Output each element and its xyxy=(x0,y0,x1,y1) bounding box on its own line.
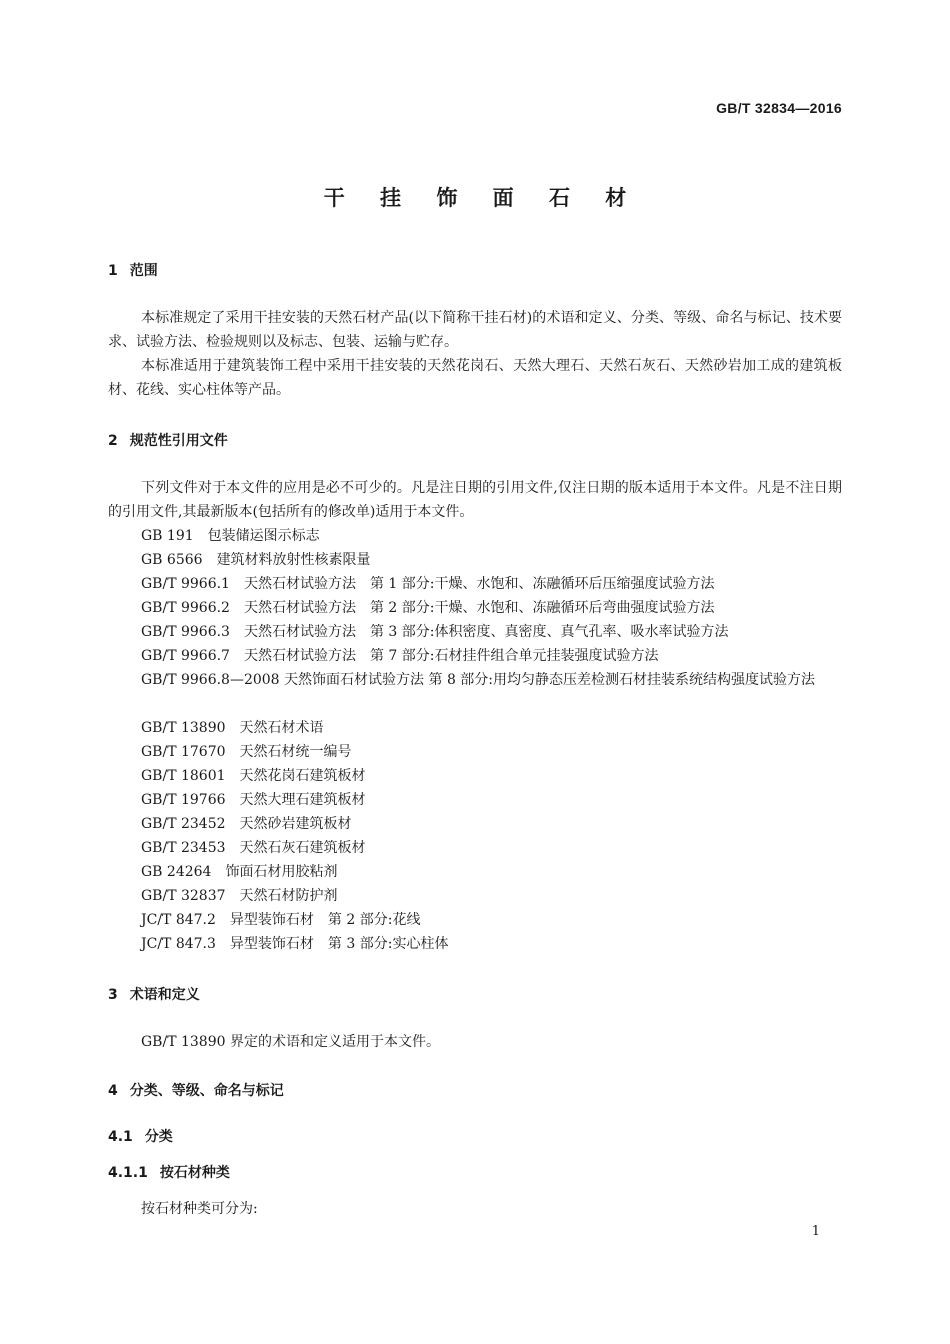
terms-paragraph: GB/T 13890 界定的术语和定义适用于本文件。 xyxy=(141,1034,440,1050)
page-number: 1 xyxy=(811,1224,820,1239)
reference-item xyxy=(141,836,366,860)
reference-item xyxy=(141,740,352,764)
reference-item xyxy=(141,932,448,956)
standard-number: GB/T 32834—2016 xyxy=(716,100,842,116)
section-number: 4.1 xyxy=(108,1129,133,1145)
section-number: 4.1.1 xyxy=(108,1165,148,1181)
reference-code: GB/T 32837 xyxy=(141,888,226,904)
references-intro: 下列文件对于本文件的应用是必不可少的。凡是注日期的引用文件,仅注日期的版本适用于本文件。凡是不注日期的引用文件,其最新版本(包括所有的修改单)适用于本文件。 xyxy=(108,480,842,520)
reference-item xyxy=(141,644,659,668)
section-3-heading xyxy=(108,984,200,1004)
reference-code: GB/T 23453 xyxy=(141,840,226,856)
reference-title: 天然石材试验方法 xyxy=(243,576,356,592)
reference-part: 第 3 部分:实心柱体 xyxy=(327,936,449,952)
reference-title: 天然石灰石建筑板材 xyxy=(239,840,366,856)
section-4-1-heading xyxy=(108,1126,173,1146)
reference-part: 第 1 部分:干燥、水饱和、冻融循环后压缩强度试验方法 xyxy=(369,576,715,592)
reference-item xyxy=(141,860,337,884)
reference-item xyxy=(141,764,366,788)
scope-paragraph-2: 本标准适用于建筑装饰工程中采用干挂安装的天然花岗石、天然大理石、天然石灰石、天然砂岩加工成的建筑板材、花线、实心柱体等产品。 xyxy=(108,358,842,398)
reference-part: 第 2 部分:花线 xyxy=(327,912,421,928)
reference-code: GB/T 13890 xyxy=(141,720,226,736)
reference-title: 建筑材料放射性核素限量 xyxy=(216,552,371,568)
section-4-1-1-heading xyxy=(108,1162,230,1182)
section-title: 范围 xyxy=(129,263,158,279)
reference-title: 天然石材术语 xyxy=(239,720,324,736)
reference-title: 异型装饰石材 xyxy=(229,936,314,952)
reference-code: GB/T 23452 xyxy=(141,816,226,832)
reference-title: 天然石材试验方法 xyxy=(243,624,356,640)
section-title: 按石材种类 xyxy=(159,1165,230,1181)
reference-title: 异型装饰石材 xyxy=(229,912,314,928)
reference-part: 第 2 部分:干燥、水饱和、冻融循环后弯曲强度试验方法 xyxy=(369,600,715,616)
reference-code: GB 24264 xyxy=(141,864,212,880)
reference-code: GB/T 9966.7 xyxy=(141,648,230,664)
reference-code: GB/T 17670 xyxy=(141,744,226,760)
reference-item xyxy=(141,884,338,908)
reference-title: 天然石材试验方法 xyxy=(243,600,356,616)
reference-code: GB 6566 xyxy=(141,552,203,568)
section-title: 分类、等级、命名与标记 xyxy=(129,1083,284,1099)
scope-paragraph-1: 本标准规定了采用干挂安装的天然石材产品(以下简称干挂石材)的术语和定义、分类、等级、命名与标记、技术要求、试验方法、检验规则以及标志、包装、运输与贮存。 xyxy=(108,310,842,350)
reference-item-wrapped: GB/T 9966.8—2008 天然饰面石材试验方法 第 8 部分:用均匀静态压差检测石材挂装系统结构强度试验方法 xyxy=(141,672,816,688)
reference-title: 天然石材统一编号 xyxy=(239,744,352,760)
reference-title: 天然石材试验方法 xyxy=(243,648,356,664)
reference-title: 包装储运图示标志 xyxy=(207,528,320,544)
reference-part: 第 3 部分:体积密度、真密度、真气孔率、吸水率试验方法 xyxy=(369,624,729,640)
section-number: 3 xyxy=(108,987,118,1003)
section-title: 术语和定义 xyxy=(129,987,200,1003)
reference-code: JC/T 847.3 xyxy=(141,936,216,952)
reference-item xyxy=(141,716,324,740)
reference-item xyxy=(141,908,420,932)
reference-code: GB/T 9966.1 xyxy=(141,576,230,592)
document-title: 干 挂 饰 面 石 材 xyxy=(323,186,641,210)
section-number: 4 xyxy=(108,1083,118,1099)
reference-title: 天然花岗石建筑板材 xyxy=(239,768,366,784)
reference-code: GB/T 9966.2 xyxy=(141,600,230,616)
reference-code: GB 191 xyxy=(141,528,194,544)
reference-item xyxy=(141,548,371,572)
reference-title: 天然砂岩建筑板材 xyxy=(239,816,352,832)
reference-item xyxy=(141,572,715,596)
reference-item xyxy=(141,788,366,812)
reference-code: GB/T 19766 xyxy=(141,792,226,808)
reference-code: GB/T 9966.3 xyxy=(141,624,230,640)
reference-code: GB/T 18601 xyxy=(141,768,226,784)
section-number: 2 xyxy=(108,433,118,449)
reference-title: 天然大理石建筑板材 xyxy=(239,792,366,808)
reference-code: JC/T 847.2 xyxy=(141,912,216,928)
section-4-heading xyxy=(108,1080,284,1100)
reference-item xyxy=(141,620,729,644)
reference-part: 第 7 部分:石材挂件组合单元挂装强度试验方法 xyxy=(369,648,659,664)
reference-item xyxy=(141,812,352,836)
section-title: 分类 xyxy=(144,1129,173,1145)
section-2-heading xyxy=(108,430,228,450)
classification-intro: 按石材种类可分为: xyxy=(141,1201,258,1217)
reference-title: 天然石材防护剂 xyxy=(239,888,338,904)
reference-item xyxy=(141,596,715,620)
reference-title: 饰面石材用胶粘剂 xyxy=(225,864,338,880)
section-1-heading xyxy=(108,260,158,280)
section-number: 1 xyxy=(108,263,118,279)
reference-item xyxy=(141,524,320,548)
section-title: 规范性引用文件 xyxy=(129,433,228,449)
